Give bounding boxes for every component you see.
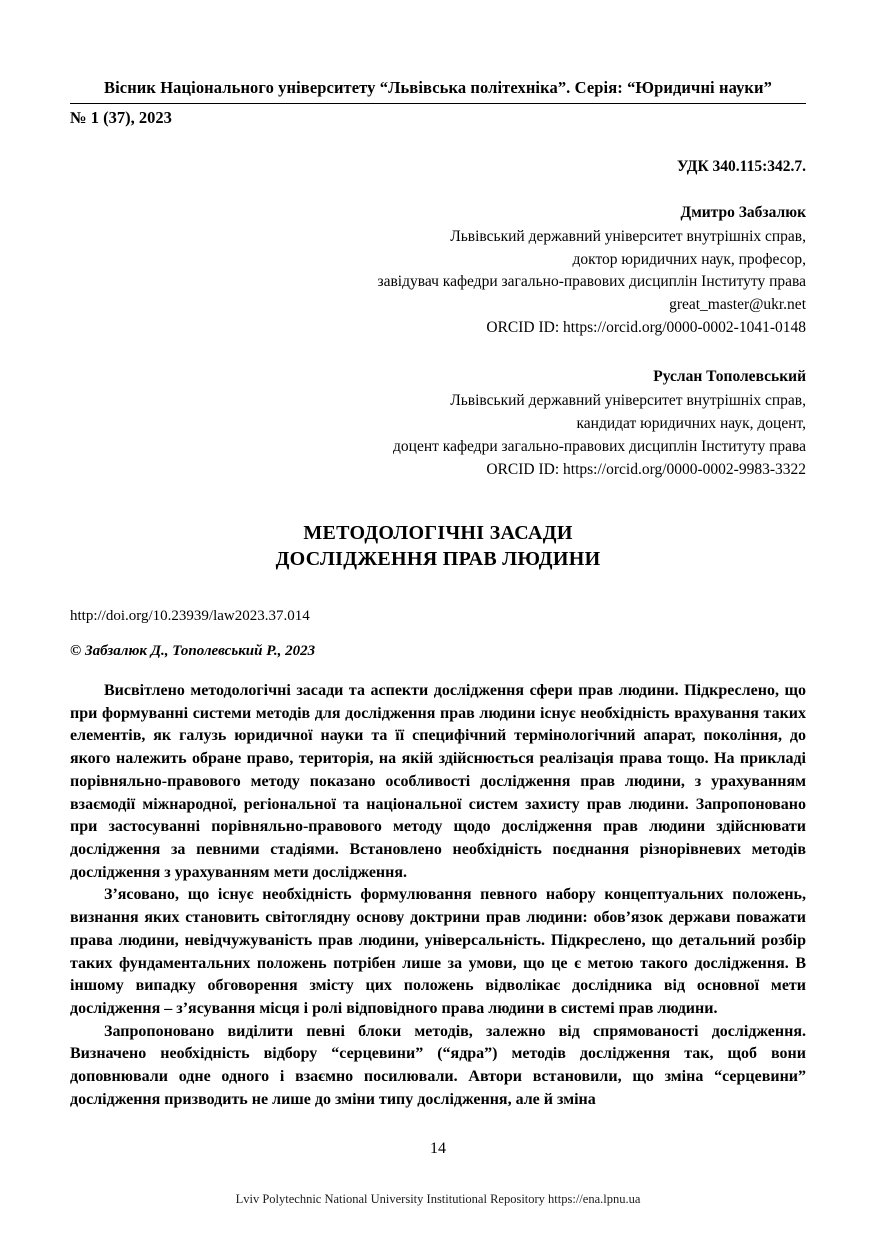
author-block-1 [70, 202, 806, 341]
author-block-2 [70, 366, 806, 482]
author-affiliation-line: Львівський державний університет внутрішніх справ, [450, 392, 806, 410]
doi-link[interactable]: http://doi.org/10.23939/law2023.37.014 [70, 607, 310, 624]
author-orcid: ORCID ID: https://orcid.org/0000-0002-9983-3322 [486, 461, 806, 478]
article-title-line-2: ДОСЛІДЖЕННЯ ПРАВ ЛЮДИНИ [275, 547, 601, 570]
author-affiliation-line: доктор юридичних наук, професор, [572, 250, 806, 268]
abstract-paragraph: Висвітлено методологічні засади та аспекти дослідження сфери прав людини. Підкреслено, що при формуванні системи методів для дослідження прав людини існує необхідність врахування таких елементів, як галузь юридичної науки та її специфічний термінологічний апарат, покоління, до якого належить обране право, територія, на якій здійснюється реалізація права тощо. На прикладі порівняльно-правового методу показано особливості дослідження прав людини, з урахуванням взаємодії міжнародної, регіональної та національної систем захисту прав людини. Запропоновано при застосуванні порівняльно-правового методу щодо дослідження прав людини здійснювати дослідження за певними стадіями. Встановлено необхідність поєднання різнорівневих методів дослідження з урахуванням мети дослідження. [70, 681, 806, 881]
author-affiliation-line: Львівський державний університет внутрішніх справ, [450, 227, 806, 245]
article-title [70, 520, 806, 572]
udc-code: УДК 340.115:342.7. [676, 157, 806, 175]
author-affiliation-line: доцент кафедри загально-правових дисциплін Інституту права [393, 438, 806, 456]
running-head-journal-title: Вісник Національного університету “Львівська політехніка”. Серія: “Юридичні науки” [103, 78, 772, 97]
abstract [70, 680, 806, 1112]
repository-footer: Lviv Polytechnic National University Institutional Repository https://ena.lpnu.ua [235, 1192, 641, 1206]
copyright-text: Забзалюк Д., Тополевський Р., 2023 [84, 642, 316, 659]
page-content [70, 78, 806, 1112]
author-affiliation-line: завідувач кафедри загально-правових дисциплін Інституту права [377, 273, 806, 291]
article-title-line-1: МЕТОДОЛОГІЧНІ ЗАСАДИ [303, 521, 573, 544]
header-divider [70, 103, 806, 104]
author-orcid: ORCID ID: https://orcid.org/0000-0002-1041-0148 [486, 319, 806, 337]
author-email: great_master@ukr.net [669, 296, 806, 314]
copyright-symbol: © [70, 642, 82, 659]
issue-number: № 1 (37), 2023 [70, 107, 172, 127]
page-number: 14 [430, 1140, 446, 1157]
abstract-paragraph: З’ясовано, що існує необхідність формулювання певного набору концептуальних положень, визнання яких становить світоглядну основу доктрини прав людини: обов’язок держави поважати права людини, невідчужуваність прав людини, універсальність. Підкреслено, що детальний розбір таких фундаментальних положень потрібен лише за умови, що це є метою такого дослідження. В іншому випадку обговорення змісту цих положень відволікає дослідника від основної мети дослідження – з’ясування місця і ролі відповідного права людини в системі прав людини. [70, 886, 806, 1017]
author-name: Дмитро Забзалюк [680, 203, 806, 221]
author-name: Руслан Тополевський [653, 368, 806, 386]
abstract-paragraph: Запропоновано виділити певні блоки методів, залежно від спрямованості дослідження. Визначено необхідність відбору “серцевини” (“ядра”) методів дослідження так, щоб вони доповнювали одне одного і взаємно посилювали. Автори встановили, що зміна “серцевини” дослідження призводить не лише до зміни типу дослідження, але й зміна [70, 1022, 806, 1108]
copyright-line [70, 643, 806, 660]
author-affiliation-line: кандидат юридичних наук, доцент, [576, 415, 806, 433]
